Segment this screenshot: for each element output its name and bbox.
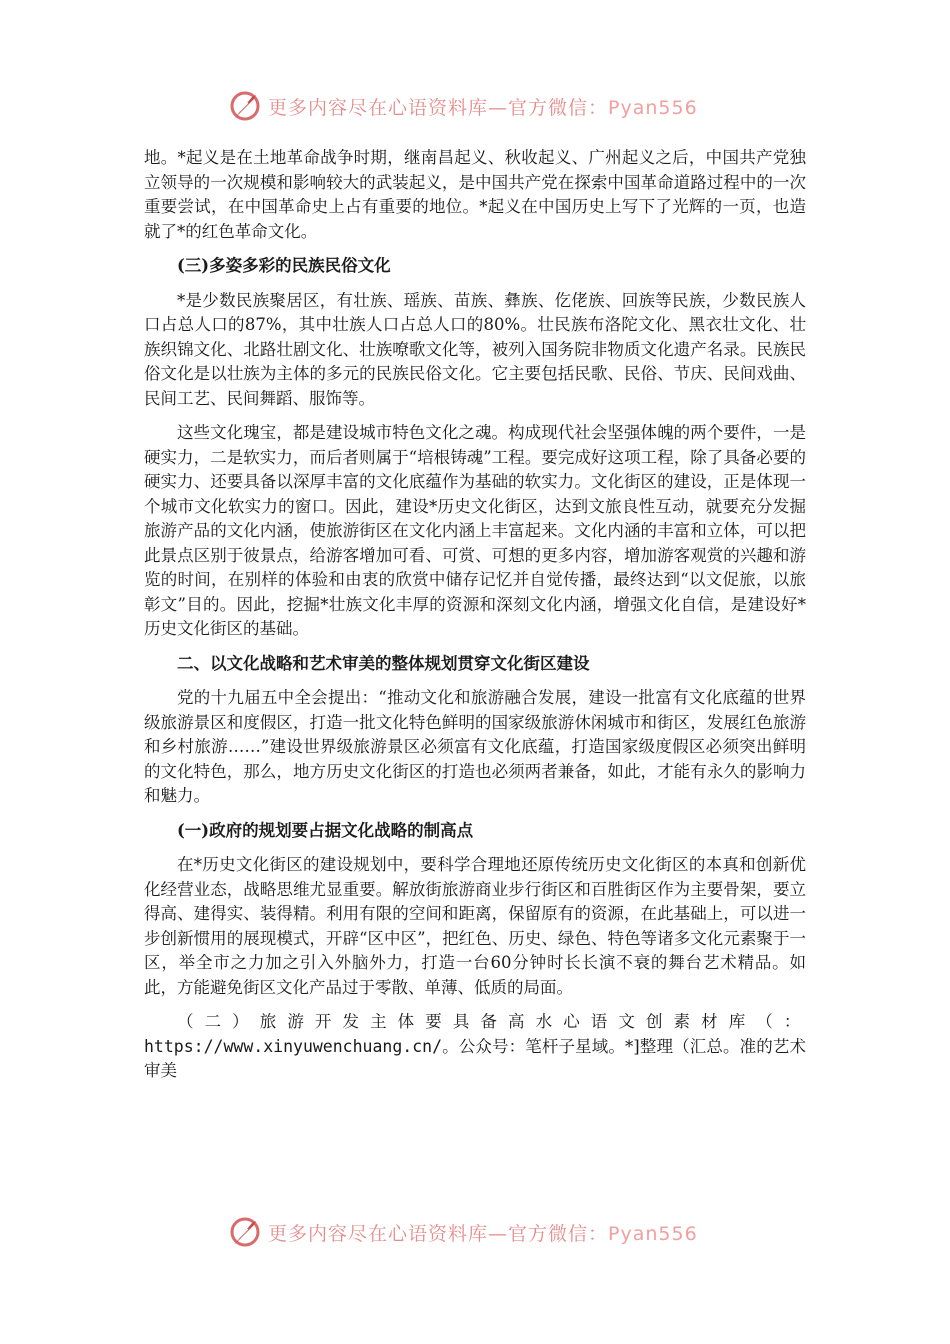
paragraph-party-plenum: 党的十九届五中全会提出：“推动文化和旅游融合发展，建设一批富有文化底蕴的世界级旅游景区和度假区，打造一批文化特色鲜明的国家级旅游休闲城市和街区，发展红色旅游和乡村旅游……”建设世界级旅游景区必须富有文化底蕴，打造国家级度假区必须突出鲜明的文化特色，那么，地方历史文化街区的打造也必须两者兼备，如此，才能有永久的影响力和魅力。 (144, 688, 806, 805)
paragraph-uprising: 地。*起义是在土地革命战争时期，继南昌起义、秋收起义、广州起义之后，中国共产党独立领导的一次规模和影响较大的武装起义，是中国共产党在探索中国革命道路过程中的一次重要尝试，在中国革命史上占有重要的地位。*起义在中国历史上写下了光辉的一页，也造就了*的红色革命文化。 (144, 148, 806, 241)
section-heading-government-planning: (一)政府的规划要占据文化战略的制高点 (177, 820, 474, 840)
paragraph-cultural-treasures: 这些文化瑰宝，都是建设城市特色文化之魂。构成现代社会坚强体魄的两个要件，一是硬实力，二是软实力，而后者则属于“培根铸魂”工程。要完成好这项工程，除了具备必要的硬实力、还要具备以深厚丰富的文化底蕴作为基础的软实力。文化街区的建设，正是体现一个城市文化软实力的窗口。因此，建设*历史文化街区，达到文旅良性互动，就要充分发掘旅游产品的文化内涵，使旅游街区在文化内涵上丰富起来。文化内涵的丰富和立体，可以把此景点区别于彼景点，给游客增加可看、可赏、可想的更多内容，增加游客观赏的兴趣和游览的时间，在别样的体验和由衷的欣赏中储存记忆并自觉传播，最终达到“以文促旅，以旅彰文”目的。因此，挖掘*壮族文化丰厚的资源和深刻文化内涵，增强文化自信，是建设好*历史文化街区的基础。 (144, 423, 806, 638)
banner-main-text: 更多内容尽在心语资料库—官方微信： (268, 96, 609, 119)
document-body (144, 146, 806, 1084)
paragraph-tourism-tail: 。公众号：笔杆子星域。*]整理（汇总。准的艺术审美 (144, 1036, 806, 1080)
paragraph-tourism-developer (144, 1010, 806, 1084)
header-watermark-banner (228, 86, 698, 126)
section-heading-ethnic-culture: (三)多姿多彩的民族民俗文化 (177, 256, 391, 275)
banner-main-text: 更多内容尽在心语资料库—官方微信： (268, 1222, 609, 1245)
section-heading-cultural-strategy: 二、以文化战略和艺术审美的整体规划贯穿文化街区建设 (177, 653, 590, 673)
paragraph-tourism-lead: （二）旅游开发主体要具备高水心语文创素材库（： (177, 1012, 806, 1031)
banner-wechat-id: Pyan556 (608, 96, 698, 119)
quill-logo-icon (228, 1215, 262, 1249)
paragraph-ethnic-groups: *是少数民族聚居区，有壮族、瑶族、苗族、彝族、仡佬族、回族等民族，少数民族人口占总人口的87%，其中壮族人口占总人口的80%。壮民族布洛陀文化、黑衣壮文化、壮族织锦文化、北路壮剧文化、壮族嘹歌文化等，被列入国务院非物质文化遗产名录。民族民俗文化是以壮族为主体的多元的民族民俗文化。它主要包括民歌、民俗、节庆、民间戏曲、民间工艺、民间舞蹈、服饰等。 (144, 290, 806, 408)
footer-watermark-banner (228, 1212, 698, 1252)
source-url-link[interactable]: https://www.xinyuwenchuang.cn/ (144, 1036, 443, 1056)
paragraph-district-planning: 在*历史文化街区的建设规划中，要科学合理地还原传统历史文化街区的本真和创新优化经营业态，战略思维尤显重要。解放街旅游商业步行街区和百胜街区作为主要骨架，要立得高、建得实、装得精。利用有限的空间和距离，保留原有的资源，在此基础上，可以进一步创新惯用的展现模式，开辟“区中区”，把红色、历史、绿色、特色等诸多文化元素聚于一区，举全市之力加之引入外脑外力，打造一台60分钟时长长演不衰的舞台艺术精品。如此，方能避免街区文化产品过于零散、单薄、低质的局面。 (144, 855, 806, 997)
banner-wechat-id: Pyan556 (608, 1222, 698, 1245)
quill-logo-icon (228, 89, 262, 123)
banner-text (268, 1219, 698, 1246)
banner-text (268, 93, 698, 120)
